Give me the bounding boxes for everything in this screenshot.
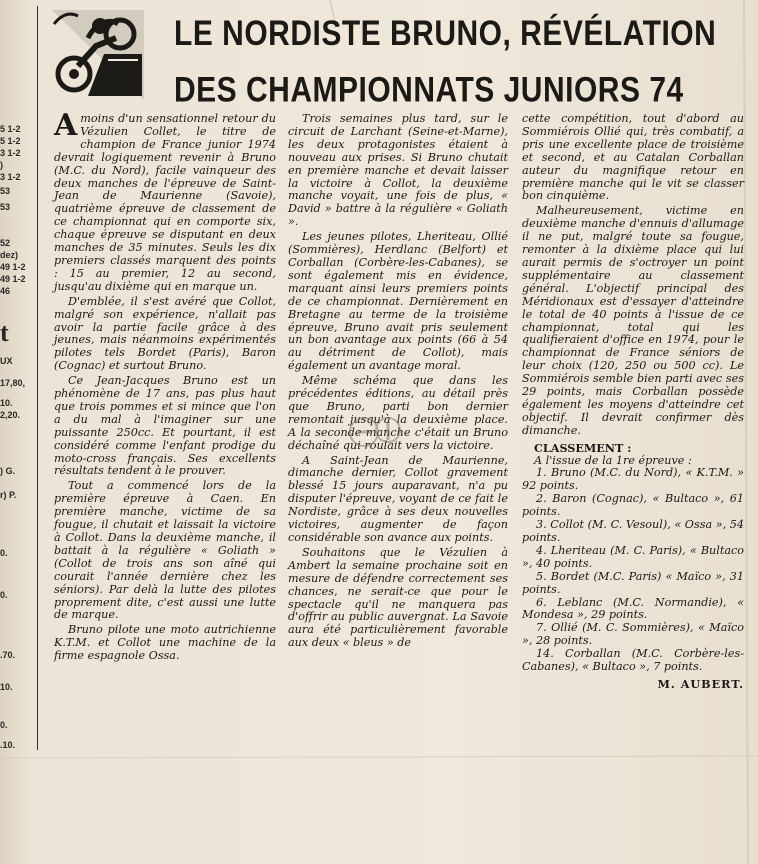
edge-fragment-text: ) G.: [0, 466, 15, 476]
paragraph-text: Trois semaines plus tard, sur le circuit de Larchant (Seine-et-Marne), les deux protagonistes étaient à nouveau aux prises. Si Bruno chutait en première manche et devait laisser la victoire à Collot, la deuxième manche voyait, une fois de plus, « David » battre à la régulière « Goliath ».: [288, 112, 508, 229]
paragraph-text: Tout a commencé lors de la première épreuve à Caen. En première manche, victime de sa fougue, il chutait et laissait la victoire à Collot. Dans la deuxième manche, il battait à la régulière « Goliath » (Collot de trois ans son aîné qui courait l'année dernière chez les séniors). Par delà la lutte des pilotes proprement dite, c'est aussi une lutte de marque.: [54, 479, 276, 622]
edge-fragment-text: 5 1-2: [0, 136, 21, 146]
article-paragraph: [522, 205, 744, 437]
article-column-2: [288, 113, 508, 652]
edge-fragment-text: 0.: [0, 548, 8, 558]
article-paragraph: [54, 296, 276, 373]
paragraph-text: Malheureusement, victime en deuxième manche d'ennuis d'allumage il ne put, malgré toute sa fougue, remonter à la dixième place qui lui aurait permis de s'octroyer un point supplémentaire au classement général. L'objectif principal des Méridionaux est d'essayer d'atteindre le total de 40 points à l'issue de ce championnat, total qui les qualifieraient d'office en 1974, pour le championnat de France séniors de leur choix (120, 250 ou 500 cc). Le Sommiérois semble bien parti avec ses 29 points, mais Corballan possède également les moyens d'atteindre cet objectif. Il devrait confirmer dès dimanche.: [522, 204, 744, 437]
library-stamp: [348, 412, 412, 452]
classement-intro: A l'issue de la 1re épreuve :: [534, 453, 692, 467]
article-paragraph: [288, 547, 508, 650]
article-paragraph: [288, 231, 508, 373]
paragraph-text: Même schéma que dans les précédentes éditions, au détail près que Bruno, parti bon dernier remontait jusqu'à la deuxième place. A la seconde manche c'était un Bruno déchaîné qui roulait vers la victoire.: [288, 374, 508, 452]
edge-fragment-text: 46: [0, 286, 11, 296]
classement-entry: 4. Lheriteau (M. C. Paris), « Bultaco », 40 points.: [522, 543, 744, 570]
article-column-1: [54, 108, 276, 665]
edge-fragment-text: .10.: [0, 740, 16, 750]
classement-entry: 2. Baron (Cognac), « Bultaco », 61 points.: [522, 492, 744, 519]
edge-fragment-text: 49 1-2: [0, 262, 26, 272]
paragraph-text: D'emblée, il s'est avéré que Collot, malgré son expérience, n'allait pas avoir la partie facile grâce à des jeunes, mais néanmoins expérimentés pilotes tels Bordet (Paris), Baron (Cognac) et surtout Bruno.: [54, 294, 276, 373]
article-paragraph: [54, 375, 276, 478]
edge-fragment-text: dez): [0, 250, 18, 260]
edge-fragment-text: 3 1-2: [0, 148, 21, 158]
article-paragraph: [54, 108, 276, 294]
classement-entry: 1. Bruno (M.C. du Nord), « K.T.M. » 92 points.: [522, 466, 744, 493]
edge-fragment-text: t: [0, 318, 9, 347]
edge-fragment-text: 10.: [0, 398, 13, 408]
author-byline: M. AUBERT.: [657, 676, 744, 691]
article-paragraph: [54, 480, 276, 622]
article-column-3: [522, 113, 744, 691]
edge-fragment-text: 17,80,: [0, 378, 26, 388]
classement-heading: CLASSEMENT :: [534, 440, 632, 455]
edge-fragment-text: 53: [0, 186, 11, 196]
edge-fragment-text: 52: [0, 238, 11, 248]
edge-fragment-text: 2,20.: [0, 410, 21, 420]
paragraph-text: Ce Jean-Jacques Bruno est un phénomène de 17 ans, pas plus haut que trois pommes et si mince que l'on a du mal à l'imaginer sur une puissante 250cc. Et pourtant, il est considéré comme l'enfant prodige du moto-cross français. Ses excellents résultats tendent à le prouver.: [54, 374, 276, 478]
article-paragraph: [54, 624, 276, 663]
paragraph-text: Les jeunes pilotes, Lheriteau, Ollié (Sommières), Herdlanc (Belfort) et Corballan (Corbère-les-Cabanes), se sont également mis en évidence, marquant ainsi leurs premiers points de ce championnat. Dernièrement en Bretagne au terme de la troisième épreuve, Bruno avait pris seulement un bon avantage aux points (66 à 54 au détriment de Collot), mais également un avantage moral.: [288, 230, 508, 373]
edge-fragment-text: 53: [0, 202, 11, 212]
paragraph-text: moins d'un sensationnel retour du Vézulien Collet, le titre de champion de France junior 1974 devrait logiquement revenir à Bruno (M.C. du Nord), facile vainqueur des deux manches de l'épreuve de Saint-Jean de Maurienne (Savoie), quatrième épreuve de classement de ce championnat qui en comporte six, chaque épreuve se disputant en deux manches de 35 minutes. Seuls les dix premiers classés marquent des points : 15 au premier, 12 au second, jusqu'au dixième qui en marque un.: [54, 112, 276, 293]
edge-fragment-text: .70.: [0, 650, 16, 660]
drop-cap: A: [54, 108, 78, 143]
article-header: [48, 4, 748, 108]
edge-fragment-text: UX: [0, 356, 13, 366]
edge-fragment-text: 0.: [0, 590, 8, 600]
classement-entry: 7. Ollié (M. C. Sommières), « Maïco », 28 points.: [522, 621, 744, 648]
paragraph-text: Bruno pilote une moto autrichienne K.T.M. et Collot une machine de la firme espagnole Ossa.: [54, 623, 276, 663]
article-paragraph: [288, 455, 508, 545]
adjacent-column-fragment: [0, 0, 36, 864]
edge-fragment-text: 49 1-2: [0, 274, 26, 284]
article-paragraph: [288, 113, 508, 229]
column-divider: [37, 6, 38, 750]
edge-fragment-text: r) P.: [0, 490, 17, 500]
paragraph-text: cette compétition, tout d'abord au Sommiérois Ollié qui, très combatif, a pris une excellente place de troisième et second, et au Catalan Corballan auteur du magnifique retour en première manche qui le vit se classer bon cinquième.: [522, 112, 744, 203]
headline: [174, 6, 748, 119]
classement-entry: 6. Leblanc (M.C. Normandie), « Mondesa », 29 points.: [522, 595, 744, 622]
classement-entry: 14. Corballan (M.C. Corbère-les-Cabanes), « Bultaco », 7 points.: [522, 647, 744, 674]
edge-fragment-text: ): [0, 160, 3, 170]
paragraph-text: Souhaitons que le Vézulien à Ambert la semaine prochaine soit en mesure de défendre correctement ses chances, ne serait-ce que pour le spectacle qu'il ne manquera pas d'offrir au public auvergnat. La Savoie aura été particulièrement favorable aux deux « bleus » de: [288, 545, 508, 650]
paragraph-text: A Saint-Jean de Maurienne, dimanche dernier, Collot gravement blessé 15 jours auparavant, n'a pu disputer l'épreuve, voyant de ce fait le Nordiste, grâce à ses deux nouvelles victoires, augmenter de façon considérable son avance aux points.: [288, 453, 508, 544]
article-paragraph: [522, 113, 744, 203]
headline-line-2: DES CHAMPIONNATS JUNIORS 74: [174, 70, 684, 110]
edge-fragment-text: 0.: [0, 720, 8, 730]
classement-entry: 5. Bordet (M.C. Paris) « Maïco », 31 points.: [522, 569, 744, 596]
edge-fragment-text: 3 1-2: [0, 172, 21, 182]
headline-line-1: LE NORDISTE BRUNO, RÉVÉLATION: [174, 14, 717, 54]
edge-fragment-text: 10.: [0, 682, 13, 692]
edge-fragment-text: 5 1-2: [0, 124, 21, 134]
motocross-rider-logo: [48, 4, 146, 102]
classement-entry: 3. Collot (M. C. Vesoul), « Ossa », 54 points.: [522, 518, 744, 544]
column-3-paragraphs: [522, 113, 744, 438]
classement-list: [522, 467, 744, 674]
